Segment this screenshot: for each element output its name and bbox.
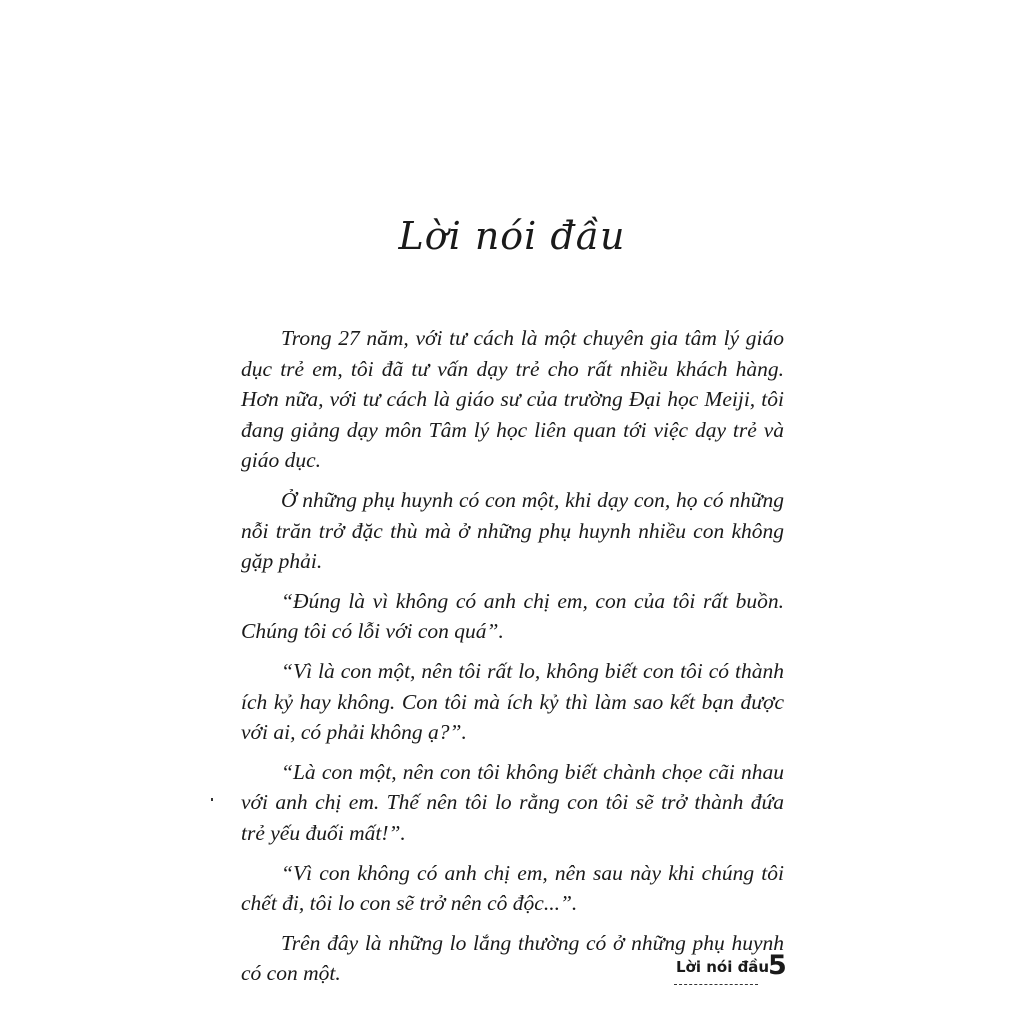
chapter-title: Lời nói đầu (398, 214, 626, 258)
paragraph: Ở những phụ huynh có con một, khi dạy con, họ có những nỗi trăn trở đặc thù mà ở những phụ huynh nhiều con không gặp phải. (241, 487, 784, 574)
running-head: Lời nói đầu (676, 958, 770, 976)
paragraph: “Là con một, nên con tôi không biết chành chọe cãi nhau với anh chị em. Thế nên tôi lo rằng con tôi sẽ trở thành đứa trẻ yếu đuối mất!”. (241, 759, 784, 845)
paragraph: Trong 27 năm, với tư cách là một chuyên gia tâm lý giáo dục trẻ em, tôi đã tư vấn dạy trẻ cho rất nhiều khách hàng. Hơn nữa, với tư cách là giáo sư của trường Đại học Meiji, tôi đang giảng dạy môn Tâm lý học liên quan tới việc dạy trẻ và giáo dục. (241, 326, 784, 473)
paragraph: Trên đây là những lo lắng thường có ở những phụ huynh có con một. (241, 930, 784, 986)
paragraph: “Đúng là vì không có anh chị em, con của tôi rất buồn. Chúng tôi có lỗi với con quá”. (241, 588, 784, 644)
page-footer (672, 950, 792, 990)
body-text (241, 323, 784, 998)
paragraph: “Vì con không có anh chị em, nên sau này khi chúng tôi chết đi, tôi lo con sẽ trở nên cô độc...”. (241, 860, 784, 916)
page-number: 5 (768, 950, 787, 981)
footer-dashed-rule (674, 984, 758, 985)
stray-ink-mark (211, 798, 213, 801)
paragraph: “Vì là con một, nên tôi rất lo, không biết con tôi có thành ích kỷ hay không. Con tôi mà ích kỷ thì làm sao kết bạn được với ai, có phải không ạ?”. (241, 658, 784, 745)
